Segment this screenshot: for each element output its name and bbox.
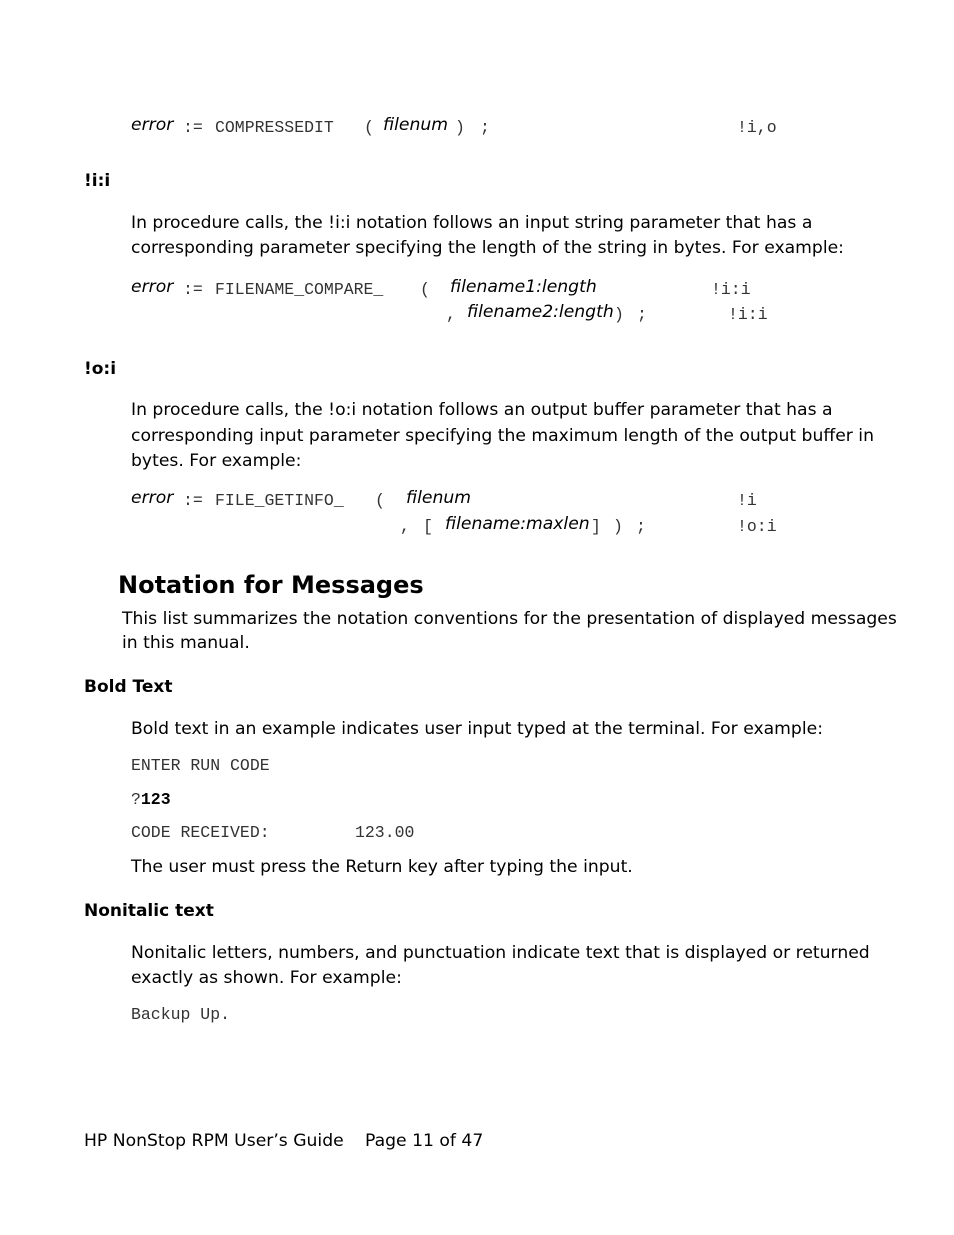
syntax-note2: !i:i (728, 305, 768, 324)
heading-oi: !o:i (84, 359, 117, 379)
section-heading-messages: Notation for Messages (118, 571, 424, 599)
footer-title: HP NonStop RPM User’s Guide (84, 1131, 344, 1151)
syntax-param1: filenum (406, 488, 471, 508)
para-oi-line1: In procedure calls, the !o:i notation follows an output buffer parameter that has a (131, 400, 833, 420)
syntax-param: filenum (383, 115, 448, 135)
syntax-assign: := (183, 118, 203, 137)
syntax-semicolon: ; (637, 305, 647, 324)
syntax-semicolon: ; (636, 517, 646, 536)
para-oi-line3: bytes. For example: (131, 451, 302, 471)
example-prompt: ? (131, 790, 141, 809)
syntax-rparen: ) (614, 305, 624, 324)
syntax-proc-name: FILE_GETINFO_ (215, 491, 344, 510)
syntax-rparen: ) (455, 118, 465, 137)
syntax-param2: filename:maxlen (445, 514, 590, 534)
syntax-rparen: ) (613, 517, 623, 536)
syntax-assign: := (183, 491, 203, 510)
messages-intro-line1: This list summarizes the notation conventions for the presentation of displayed messages (122, 609, 897, 629)
example-enter-run-code: ENTER RUN CODE (131, 756, 270, 775)
heading-ii: !i:i (84, 171, 111, 191)
syntax-lparen: ( (375, 491, 385, 510)
example-code-received-value: 123.00 (355, 823, 415, 842)
syntax-param2: filename2:length (467, 302, 614, 322)
para-oi-line2: corresponding input parameter specifying the maximum length of the output buffer in (131, 426, 874, 446)
heading-bold-text: Bold Text (84, 677, 173, 697)
syntax-note1: !i:i (711, 280, 751, 299)
syntax-note2: !o:i (737, 517, 777, 536)
syntax-error-var: error (131, 488, 174, 508)
para-ii-line2: corresponding parameter specifying the length of the string in bytes. For example: (131, 238, 844, 258)
bold-text-para: Bold text in an example indicates user input typed at the terminal. For example: (131, 719, 823, 739)
footer-page-number: Page 11 of 47 (365, 1131, 484, 1151)
syntax-note1: !i (737, 491, 757, 510)
example-prompt-line (131, 789, 171, 809)
syntax-comma: , (400, 517, 410, 536)
para-ii-line1: In procedure calls, the !i:i notation follows an input string parameter that has a (131, 213, 813, 233)
syntax-proc-name: FILENAME_COMPARE_ (215, 280, 384, 299)
nonitalic-para-line1: Nonitalic letters, numbers, and punctuation indicate text that is displayed or returned (131, 943, 870, 963)
syntax-lparen: ( (364, 118, 374, 137)
nonitalic-para-line2: exactly as shown. For example: (131, 968, 402, 988)
syntax-proc-name: COMPRESSEDIT (215, 118, 334, 137)
bold-text-after: The user must press the Return key after typing the input. (131, 857, 633, 877)
messages-intro-line2: in this manual. (122, 633, 250, 653)
example-code-received-label: CODE RECEIVED: (131, 823, 270, 842)
syntax-lbracket: [ (423, 517, 433, 536)
syntax-error-var: error (131, 115, 174, 135)
syntax-rbracket: ] (591, 517, 601, 536)
heading-nonitalic: Nonitalic text (84, 901, 214, 921)
syntax-note: !i,o (737, 118, 777, 137)
example-user-input: 123 (140, 790, 171, 809)
syntax-lparen: ( (420, 280, 430, 299)
syntax-comma: , (446, 305, 456, 324)
syntax-assign: := (183, 280, 203, 299)
syntax-semicolon: ; (480, 118, 490, 137)
syntax-param1: filename1:length (450, 277, 597, 297)
syntax-error-var: error (131, 277, 174, 297)
example-backup-up: Backup Up. (131, 1005, 231, 1024)
